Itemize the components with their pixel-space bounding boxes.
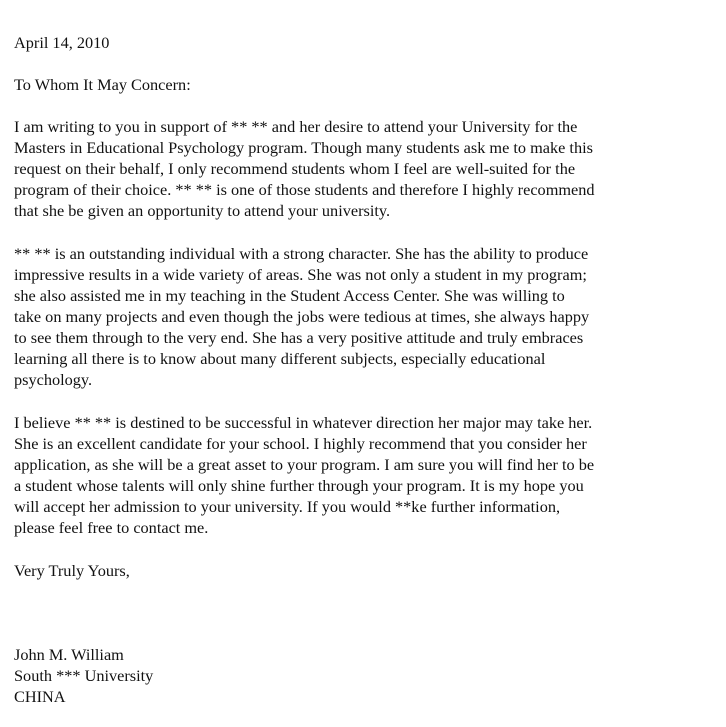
letter-date: April 14, 2010 [14, 33, 110, 52]
paragraph-3-line: a student whose talents will only shine further through your program. It is my hope you [14, 476, 584, 495]
signature-institution: South *** University [14, 666, 154, 685]
signature-country: CHINA [14, 687, 66, 706]
paragraph-2-line: psychology. [14, 370, 93, 389]
closing: Very Truly Yours, [14, 561, 130, 580]
paragraph-2-line: she also assisted me in my teaching in the Student Access Center. She was willing to [14, 286, 565, 305]
paragraph-1-line: program of their choice. ** ** is one of those students and therefore I highly recommend [14, 180, 595, 199]
paragraph-1-line: request on their behalf, I only recommend students whom I feel are well-suited for the [14, 159, 576, 178]
paragraph-2-line: impressive results in a wide variety of areas. She was not only a student in my program; [14, 265, 587, 284]
salutation: To Whom It May Concern: [14, 75, 191, 94]
paragraph-3-line: will accept her admission to your university. If you would **ke further information, [14, 497, 561, 516]
paragraph-3-line: She is an excellent candidate for your school. I highly recommend that you consider her [14, 434, 587, 453]
paragraph-1-line: Masters in Educational Psychology program. Though many students ask me to make this [14, 138, 593, 157]
paragraph-2-line: ** ** is an outstanding individual with a strong character. She has the ability to produce [14, 244, 589, 263]
signature-name: John M. William [14, 645, 124, 664]
paragraph-2-line: to see them through to the very end. She has a very positive attitude and truly embraces [14, 328, 584, 347]
paragraph-2-line: learning all there is to know about many different subjects, especially educational [14, 349, 546, 368]
paragraph-3-line: application, as she will be a great asset to your program. I am sure you will find her to be [14, 455, 595, 474]
paragraph-3-line: please feel free to contact me. [14, 518, 209, 537]
paragraph-1-line: that she be given an opportunity to attend your university. [14, 201, 391, 220]
paragraph-2-line: take on many projects and even though the jobs were tedious at times, she always happy [14, 307, 590, 326]
paragraph-3-line: I believe ** ** is destined to be successful in whatever direction her major may take her. [14, 413, 593, 432]
paragraph-1-line: I am writing to you in support of ** ** and her desire to attend your University for the [14, 117, 578, 136]
